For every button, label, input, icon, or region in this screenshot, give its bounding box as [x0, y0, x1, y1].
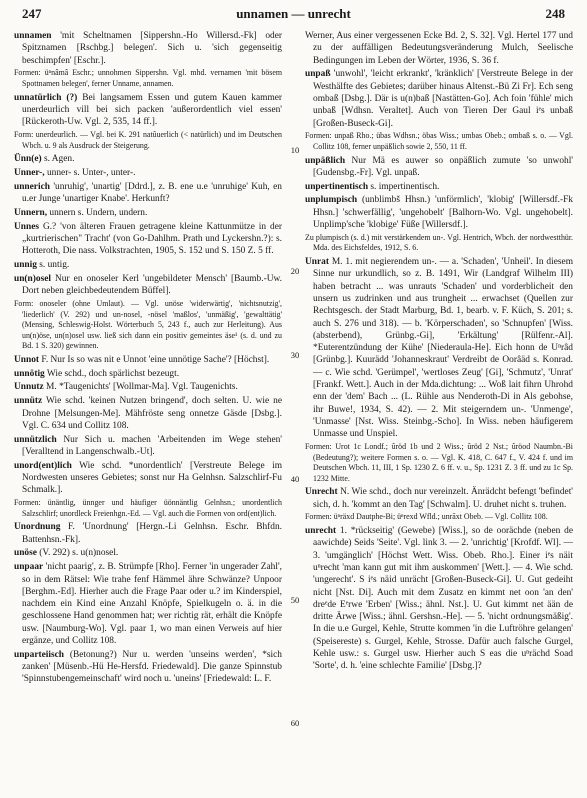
- dictionary-entry: [14, 561, 282, 647]
- forms-note: [305, 233, 573, 254]
- entry-text: M. *Taugenichts' [Wollmar-Ma]. Vgl. Taugenichts.: [43, 382, 238, 393]
- dictionary-entry: [14, 395, 282, 432]
- headword: unplumpisch: [305, 195, 358, 206]
- entry-text: (unblimbš Hhsn.) 'unförmlich', 'klobig' [Willersdf.-Fk Hhsn.] 'schwerfällig', 'ungehobelt' [Balhorn-Wo. Vgl. ungehobelt]. Unplimp'sche 'klobige' Füße [Willersdf.].: [313, 195, 573, 231]
- forms-note: [305, 512, 573, 523]
- entry-text: Form: unerdeurlich. — Vgl. bei K. 291 natûuerlich (< natürlich) und im Deutschen Wbch. u. 9 als Ausdruck der Steigerung.: [14, 129, 282, 150]
- entry-text: F. 'Unordnung' [Hergn.-Li Gelnhsn. Eschr. Bhfdn. Battenhsn.-Fk].: [22, 522, 282, 545]
- headword: unnig: [14, 260, 37, 271]
- headword: unnatürlich (?): [14, 92, 78, 103]
- headword: unpaar: [14, 562, 44, 573]
- headword: unöse: [14, 548, 37, 559]
- dictionary-entry: [14, 181, 282, 206]
- entry-text: s. impertinentisch.: [368, 181, 440, 192]
- forms-note: [14, 130, 282, 151]
- headword: Unordnung: [14, 522, 61, 533]
- line-number: 10: [290, 145, 300, 155]
- entry-text: Formen: üⁿnâmâ Eschr.; unnohmen Sippershn. Vgl. mhd. vernamen 'mit bösem Spottnamen belegen', ferner Unname, annamen.: [14, 68, 282, 88]
- line-number: 20: [290, 266, 300, 276]
- headword: Ünn(e): [14, 154, 42, 165]
- dictionary-entry: [14, 273, 282, 298]
- entry-text: Wie schd. *unordentlich' [Verstreute Belege im Nordwesten unseres Gebietes; sonst nur Ha Gelnhsn. Salzschlirf-Fu Schmalk.].: [22, 460, 282, 496]
- dictionary-entry: [14, 460, 282, 497]
- dictionary-entry: [14, 434, 282, 459]
- headword: unpäßlich: [305, 155, 346, 166]
- entry-text: Zu plumpisch (s. d.) mit verstärkendem un-. Vgl. Hentrich, Wbch. der nordwestthür. Mda. des Eichsfeldes, 1912, S. 6.: [305, 232, 573, 253]
- dictionary-entry: [305, 68, 573, 129]
- dictionary-entry: [305, 181, 573, 193]
- dictionary-entry: [14, 649, 282, 686]
- entry-text: Formen: unpaß Rho.; übas Wdhsn.; öbas Wiss.; umbas Obeb.; ombaß s. o. — Vgl. Collitz 108, ferner unpäßlich sowie 2, 550, 11 ff.: [305, 131, 573, 151]
- entry-text: 'unruhig', 'unartig' [Ddrd.], z. B. ene u.e 'unruhige' Kuh, en u.er Junge 'unartiger Knabe'. Herkunft?: [22, 181, 282, 205]
- entry-text: unnern s. Undern, undern.: [47, 207, 148, 218]
- headword: unpertinentisch: [305, 181, 369, 192]
- entry-text: Wie schd., doch spärlichst bezeugt.: [44, 368, 180, 379]
- dictionary-entry: [14, 368, 282, 380]
- forms-note: [305, 442, 573, 484]
- dictionary-entry: [14, 30, 282, 67]
- entry-text: 'nicht paarig', z. B. Strümpfe [Rho]. Ferner 'in ungerader Zahl', so in dem Rätsel: Wie trahe fenf Hämmel ähre Schwänze? Unpoor [Berghm.-Ed]. Hierher auch die Frage Paar oder u.? im Kinderspiel, nachdem ein Kind eine Anzahl Knöpfe, Spielkugeln o. ä. in die geschlossene Hand genommen hat; wer richtig rät, erhält die Knöpfe usw. [Naumburg-Wo]. Vgl. paar 1, wo man einen Verweis auf hier ergänze, und Collitz 108.: [22, 562, 282, 647]
- forms-note: [14, 68, 282, 89]
- headword: unnerich: [14, 181, 50, 192]
- forms-note: [305, 131, 573, 152]
- entry-text: Formen: ünäntlig, ünnger und häufiger üönnäntlig Gelnhsn.; unordentlich Salzschlirf; unordleck Freienhgn.-Ed. — Vgl. auch die Formen von ord(ent)lich.: [14, 498, 282, 518]
- entry-text: Werner, Aus einer vergessenen Ecke Bd. 2, S. 32]. Vgl. Hertel 177 und zu der auffälligen Bedeutungsveränderung Mulch, Seelische Bedingungen im Leben der Wörter, 1936, S. 36 f.: [305, 31, 573, 66]
- running-title: unnamen — unrecht: [236, 6, 351, 21]
- forms-note: [14, 498, 282, 519]
- headword: unparteiisch: [14, 649, 65, 660]
- headword: unnamen: [14, 31, 52, 41]
- entry-text: Wie schd. 'keinen Nutzen bringend', doch selten. U. wie ne Drohne [Melsungen-Me]. Mähfröste seng onnetze Gäsde [Dsbg.]. Vgl. C. 634 und Collitz 108.: [22, 396, 282, 431]
- entry-text: 1. *rückseitig' (Gewebe) [Wiss.], so de oorächde (neben de aawichde) Seids 'Seite'. Vgl. link 3. — 2. 'unrichtig' [Krofdf. Wl]. — 3. 'umgänglich' [Höchst Wett. Wiss. Obeb. Rho.]. Einer iᵉs näit uⁿrecht 'man kann gut mit ihm auskommen' [Wett.]. — 4. Wie schd. 'ungerecht'. S iᵉs näid unrächt [Großen-Buseck-Gi]. U. Gut gedeiht nicht [Nst. Di]. Auch mit dem Zusatz en kimmt net oon 'an den' dreᵉde Eᵉrwe 'Erben' [Wiss.; ähnl. Nst.]. U. Gut kimmt net ään de dritte Ärwe [Wiss.; ähnl. Gershsn.-He]. — 5. 'nicht ordnungsmäßig'. In die u.e Gurgel, Kehle, Strutte kommen 'in die Luftröhre gelangen' (Speisereste) s. Gurgel, Kehle, Strosse. Dafür auch falsche Gurgel, Kehle usw.: s. Gurgel usw. Hierher auch S eas die uⁿrächd Soad 'Sorte', d. h. 'eine schlechte Familie' [Dsbg.]?: [313, 526, 573, 672]
- headword: unpaß: [305, 69, 331, 80]
- dictionary-entry: [305, 525, 573, 673]
- dictionary-entry: [305, 256, 573, 440]
- dictionary-entry: [14, 381, 282, 393]
- dictionary-entry: [14, 207, 282, 219]
- entry-text: G.? 'von älteren Frauen getragene kleine Kattunmütze in der „kurtrierischen" Tracht' (von Go-Dahlhm. Prath und Lyckershn.?): s. Hotteroth, Die nass. Volkstrachten, 1905, S. 152 und S. 150 Z. 5 ff.: [22, 221, 282, 257]
- line-number: 30: [290, 350, 300, 360]
- headword: unord(ent)lich: [14, 460, 72, 471]
- page-number-left: 247: [22, 6, 42, 21]
- entry-text: Bei langsamem Essen und gutem Kauen kammer unerdeurlich vill bei sich packen 'außerordentlich viel essen' [Rückeroth-Uw. Vgl. 2, 535, 14 ff.].: [22, 92, 282, 128]
- line-number: 50: [290, 595, 300, 605]
- entry-text: Nur Sich u. machen 'Arbeitenden im Wege stehen' [Veralltend in Langenschwalb.-Ut].: [22, 434, 282, 457]
- headword: unnötig: [14, 368, 45, 379]
- entry-text: Form: onoseler (ohne Umlaut). — Vgl. unöse 'widerwärtig', 'nichtsnutzig', 'liederlich' (V. 292) und un-nosel, -nösel 'maßlos', 'unmäßig', 'gewalttätig' (Mensing, Schleswig-Holst. Wörterbuch 5, 243 f., auch zur Herleitung). Aus un(n)öse, un(n)osel usw. ließ sich dann ein positiv gemeintes äse¹ (s. d. und zu Bd. 1 S. 320) gewinnen.: [14, 298, 282, 351]
- forms-note: [14, 299, 282, 352]
- entry-text: Nur Mä es auwer so onpäßlich zumute 'so unwohl' [Gudensbg.-Fr]. Vgl. unpaß.: [313, 155, 573, 178]
- right-column: [305, 30, 573, 795]
- entry-text: unner- s. Unter-, unter-.: [44, 167, 136, 178]
- entry-text: (V. 292) s. u(n)nosel.: [36, 548, 119, 559]
- line-number: 60: [290, 718, 300, 728]
- entry-text: Formen: Urot 1c Londf.; ûröd 1b und 2 Wiss.; ûröd 2 Nst.; ûröod Naumbn.-Bi (Bedeutung?); weitere Formen s. o. — Vgl. K. 418, C. 647 f., V. 424 f. und im Deutschen Wbch. 11, III, 1 Sp. 1230 Z. 6 ff. v. u., Sp. 1231 Z. 3 ff. und zu 1c Sp. 1232 Mitte.: [305, 441, 573, 483]
- entry-text: (Betonung?) Nur u. werden 'unseins werden', *sich zanken' [Müsenb.-Hü He-Hersfd. Friedewald]. Die ganze Spinnstub 'Spinnstubengemeinschaft' wird noch u. 'uneins' [Friedewald: L. F.: [22, 649, 282, 685]
- line-number: 40: [290, 474, 300, 484]
- entry-text: s. untig.: [36, 260, 70, 271]
- dictionary-entry: [14, 167, 282, 179]
- continued-text: [305, 30, 573, 67]
- left-column: [14, 30, 282, 795]
- entry-text: 'mit Scheltnamen [Sippershn.-Ho Willersd.-Fk] oder Spitznamen [Rschbg.] belegen'. Sich u. 'sich gegenseitig beschimpfen' [Eschr.].: [22, 31, 282, 66]
- headword: unnützlich: [14, 434, 57, 445]
- line-number-gutter: [287, 0, 303, 798]
- entry-text: Formen: üⁿräxd Dautphe-Bi; üⁿrexd Wfld.; unrāxt Obeb. — Vgl. Collitz 108.: [305, 512, 548, 522]
- dictionary-entry: [14, 221, 282, 258]
- dictionary-entry: [14, 259, 282, 271]
- dictionary-entry: [14, 521, 282, 546]
- headword: un(n)osel: [14, 273, 51, 284]
- entry-text: N. Wie schd., doch nur vereinzelt. Änrädcht befengt 'befindet' sich, d. h. 'kommt an den Tag' [Schwalm]. U. druhet nicht s. truhen.: [313, 487, 573, 510]
- entry-text: s. Agen.: [41, 154, 75, 165]
- dictionary-entry: [14, 354, 282, 366]
- headword: unnütz: [14, 396, 43, 407]
- headword: Unrat: [305, 257, 329, 268]
- page-number-right: 248: [545, 6, 565, 21]
- entry-text: F. Nur Is so was nit e Unnot 'eine unnötige Sache'? [Höchst].: [39, 354, 270, 365]
- entry-text: Nur en onoseler Kerl 'ungebildeter Mensch' [Baumb.-Uw. Dort neben gleichbedeutendem Büffel].: [22, 273, 282, 297]
- entry-text: M. 1. mit negierendem un-. — a. 'Schaden', 'Unheil'. In diesem Sinne nur urkundlich, so z. B. 1491, Wir (Landgraf Wilhelm III) haben betracht ... was unrauts 'Schaden' und vorderblicheit den unsern us zudrinken und aus trungheit ... erwachset (Quellen zur Rechtsgesch. der Stadt Marburg, Bd. 1, bearb. v. F. Küch, S. 201; s. auch S. 276 und 318). — b. 'Körperschaden', so 'Schnupfen' [Wiss. (absterbend), Grünbg.-Gi], 'Erkältung' [Rülfenr.-Al]. *Euterentzündung der Kühe' [Niederaula-He]. Eich honn de Uⁿrâd [Grünbg.]. Kuurädd 'Johanneskraut' Verdreibt de Oorâäd s. Konrad. — c. Wie schd. 'Gerümpel', 'wertloses Zeug' [Gi], 'Schmutz', 'Unrat' [Frankf. Wett.]. Auch in der Mda.dichtung: ... Woß lait fihrn Uhrohd enn der 'dem' Bach ... (L. Rühle aus Nenderoth-Di in Als gebohse, ihr Buwe!, 1934, S. 42). — 2. Mit steigerndem un-. 'Unmenge', 'Unmasse' [Nst. Wiss. Steinbg.-Scho]. In Wiss. neben häufigerem Unmasse und Unspiel.: [313, 257, 573, 440]
- headword: Unnes: [14, 221, 40, 232]
- dictionary-entry: [305, 155, 573, 180]
- entry-text: 'unwohl', 'leicht erkrankt', 'kränklich' [Verstreute Belege in der Westhälfte des Gebietes; darüber hinaus Altenst.-Bü Zi Fr]. Ech seng ombaß [Dsbg.]. Där is u(n)baß [Nastätten-Go]. Ach foin 'fühle' mich unbaß [Wdhsn. Veraltet]. Auch von Tieren Der Gaul iᵉs unbaß [Großen-Buseck-Gi].: [313, 69, 573, 129]
- headword: unrecht: [305, 526, 337, 537]
- headword: Unnern,: [14, 207, 48, 218]
- dictionary-entry: [305, 486, 573, 511]
- headword: Unrecht: [305, 487, 338, 498]
- headword: Unnot: [14, 354, 40, 365]
- headword: Unnutz: [14, 382, 44, 393]
- dictionary-entry: [305, 194, 573, 231]
- dictionary-entry: [14, 547, 282, 559]
- headword: Unner-,: [14, 167, 45, 178]
- dictionary-entry: [14, 153, 282, 165]
- dictionary-entry: [14, 92, 282, 129]
